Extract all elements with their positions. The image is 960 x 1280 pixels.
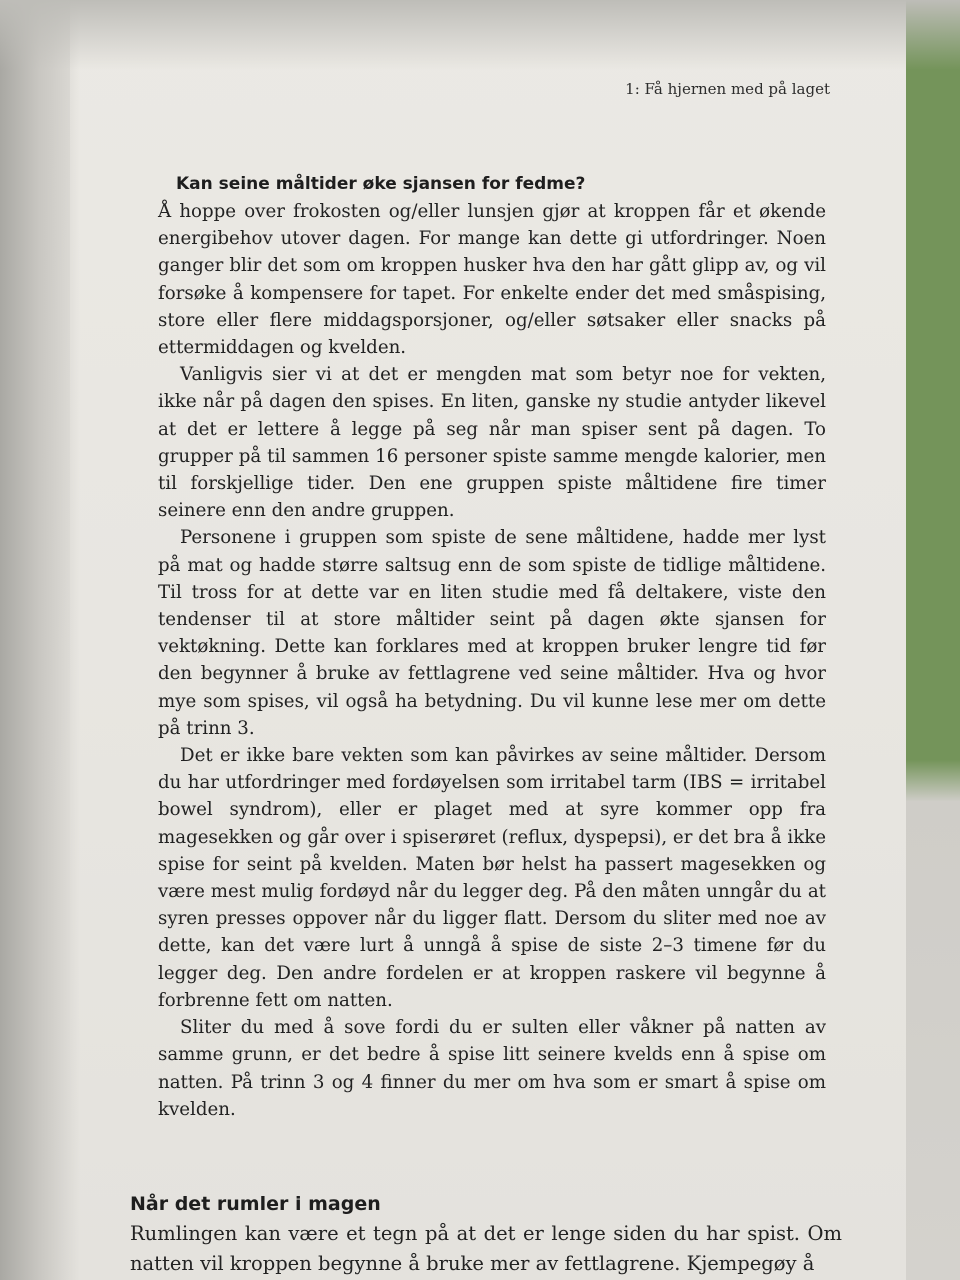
page-content <box>130 174 842 1279</box>
paragraph: Å hoppe over frokosten og/eller lunsjen gjør at kroppen får et økende energibehov utover dagen. For mange kan dette gi utfordringer. Noen ganger blir det som om kroppen husker hva den har gått glipp av, og vil forsøke å kompensere for tapet. For enkelte ender det med småspising, store eller flere middagsporsjoner, og/eller søtsaker eller snacks på ettermiddagen og kvelden. <box>158 201 826 359</box>
top-shadow <box>0 0 960 70</box>
book-cover-edge <box>906 0 960 760</box>
section-late-meals <box>158 174 826 1123</box>
paragraph: Vanligvis sier vi at det er mengden mat som betyr noe for vekten, ikke når på dagen den spises. En liten, ganske ny studie antyder likevel at det er lettere å legge på seg når man spiser sent på dagen. To grupper på til sammen 16 personer spiste samme mengde kalorier, men til forskjellige tider. Den ene gruppen spiste måltidene fire timer seinere enn den andre gruppen. <box>158 364 826 522</box>
paragraph: Rumlingen kan være et tegn på at det er lenge siden du har spist. Om natten vil kroppen begynne å bruke mer av fettlagrene. Kjempegøy å <box>130 1221 842 1275</box>
section-heading: Kan seine måltider øke sjansen for fedme? <box>176 174 586 194</box>
book-spine-shadow <box>0 0 80 1280</box>
paragraph: Personene i gruppen som spiste de sene måltidene, hadde mer lyst på mat og hadde større saltsug enn de som spiste de tidlige måltidene. Til tross for at dette var en liten studie med få deltakere, viste den tendenser til at store måltider seint på dagen økte sjansen for vektøkning. Dette kan forklares med at kroppen bruker lengre tid før den begynner å bruke av fettlagrene ved seine måltider. Hva og hvor mye som spises, vil også ha betydning. Du vil kunne lese mer om dette på trinn 3. <box>158 527 826 739</box>
book-cover-edge-lower <box>906 760 960 1280</box>
section-stomach-rumble <box>130 1192 842 1279</box>
paragraph: Det er ikke bare vekten som kan påvirkes av seine måltider. Dersom du har utfordringer med fordøyelsen som irritabel tarm (IBS = irritabel bowel syndrom), eller er plaget med at syre kommer opp fra magesekken og går over i spiserøret (reflux, dyspepsi), er det bra å ikke spise for seint på kvelden. Maten bør helst ha passert magesekken og være mest mulig fordøyd når du legger deg. På den måten unngår du at syren presses oppover når du ligger flatt. Dersom du sliter med noe av dette, kan det være lurt å unngå å spise de siste 2–3 timene før du legger deg. Den andre fordelen er at kroppen raskere vil begynne å forbrenne fett om natten. <box>158 745 826 1011</box>
paragraph: Sliter du med å sove fordi du er sulten eller våkner på natten av samme grunn, er det bedre å spise litt seinere kvelds enn å spise om natten. På trinn 3 og 4 finner du mer om hva som er smart å spise om kvelden. <box>158 1017 826 1120</box>
section-heading: Når det rumler i magen <box>130 1192 381 1215</box>
running-head: 1: Få hjernen med på laget <box>625 80 830 98</box>
